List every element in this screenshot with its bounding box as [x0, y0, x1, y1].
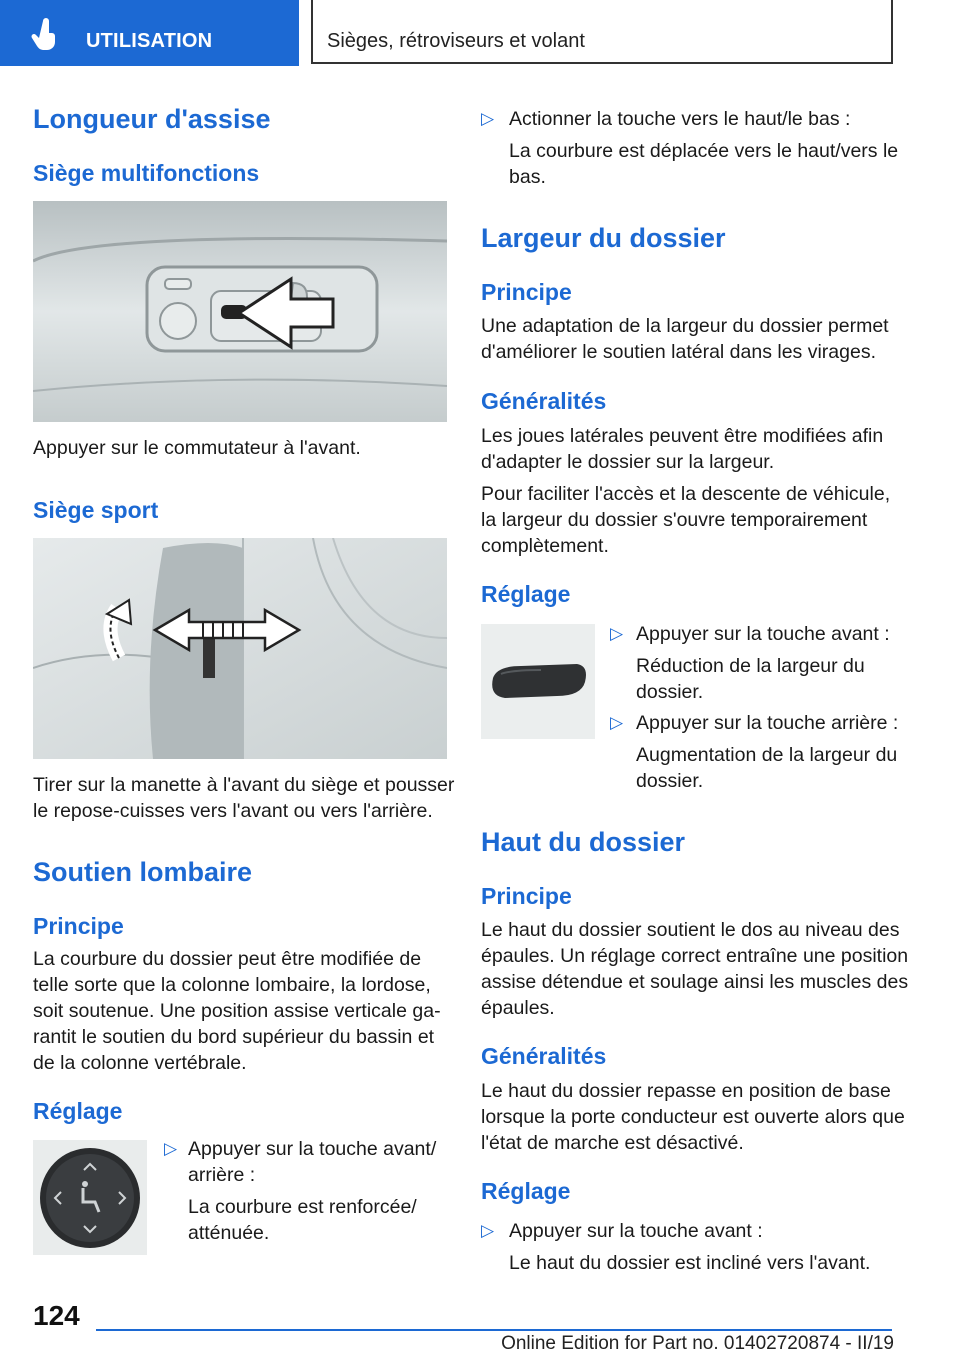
top-general-line1: Le haut du dossier repasse en position de base	[481, 1080, 891, 1102]
lumbar-bullet-line2: arrière :	[188, 1164, 256, 1186]
title-backrest-top: Haut du dossier	[481, 827, 686, 857]
edition-footer: Online Edition for Part no. 01402720874 - II/19	[501, 1333, 894, 1354]
bullet-triangle-icon: ▷	[481, 109, 495, 128]
width-bullet1: Appuyer sur la touche avant :	[636, 623, 890, 645]
subtitle-top-adjustment: Réglage	[481, 1178, 571, 1204]
subtitle-width-general: Généralités	[481, 388, 607, 414]
width-bullet2: Appuyer sur la touche arrière :	[636, 712, 899, 734]
caption-sport-seat-line2: le repose-cuisses vers l'avant ou vers l'arrière.	[33, 800, 433, 822]
photo-width-button	[481, 624, 595, 739]
hand-pointer-icon	[30, 18, 64, 52]
top-general-line3: l'état de marche est désactivé.	[481, 1132, 744, 1154]
width-general-line1: Les joues latérales peuvent être modifiées afin	[481, 425, 884, 447]
top-principle-line4: épaules.	[481, 997, 555, 1019]
width-bullet2-result-line2: dossier.	[636, 770, 704, 792]
lumbar-result-line2: atténuée.	[188, 1222, 270, 1244]
top-bullet1: Appuyer sur la touche avant :	[509, 1220, 763, 1242]
photo-multifunction-seat-switch	[33, 201, 447, 422]
top-principle-line2: épaules. Un réglage correct entraîne une position	[481, 945, 909, 967]
caption-multifunction-seat: Appuyer sur le commutateur à l'avant.	[33, 437, 361, 459]
top-general-line2: lorsque la porte conducteur est ouverte alors que	[481, 1106, 905, 1128]
lumbar-principle-line3: soit soutenue. Une position assise verticale ga‐	[33, 1000, 441, 1022]
title-seat-length: Longueur d'assise	[33, 104, 271, 134]
subtitle-lumbar-principle: Principe	[33, 913, 124, 939]
top-principle-line3: assise détendue et soulage ainsi les muscles des	[481, 971, 909, 993]
subtitle-sport-seat: Siège sport	[33, 497, 159, 523]
section-label: UTILISATION	[86, 30, 213, 52]
width-general-line5: complètement.	[481, 535, 609, 557]
title-backrest-width: Largeur du dossier	[481, 223, 726, 253]
lumbar-result-line1: La courbure est renforcée/	[188, 1196, 417, 1218]
curvature-bullet: Actionner la touche vers le haut/le bas :	[509, 108, 851, 130]
section-tab[interactable]	[0, 0, 299, 66]
width-general-line3: Pour faciliter l'accès et la descente de véhicule,	[481, 483, 891, 505]
width-principle-line1: Une adaptation de la largeur du dossier permet	[481, 315, 889, 337]
bullet-triangle-icon: ▷	[164, 1139, 178, 1158]
width-general-line2: d'adapter le dossier sur la largeur.	[481, 451, 775, 473]
subtitle-top-principle: Principe	[481, 883, 572, 909]
caption-sport-seat-line1: Tirer sur la manette à l'avant du siège et pousser	[33, 774, 455, 796]
width-bullet1-result-line1: Réduction de la largeur du	[636, 655, 865, 677]
title-lumbar-support: Soutien lombaire	[33, 857, 253, 887]
footer-divider	[96, 1329, 892, 1331]
lumbar-principle-line1: La courbure du dossier peut être modifiée de	[33, 948, 422, 970]
subtitle-lumbar-adjustment: Réglage	[33, 1098, 123, 1124]
curvature-result-line2: bas.	[509, 166, 546, 188]
subtitle-multifunction-seat: Siège multifonctions	[33, 160, 260, 186]
curvature-result-line1: La courbure est déplacée vers le haut/vers le	[509, 140, 899, 162]
chapter-header	[311, 0, 893, 64]
width-bullet1-result-line2: dossier.	[636, 681, 704, 703]
lumbar-principle-line5: de la colonne vertébrale.	[33, 1052, 247, 1074]
photo-sport-seat-handle	[33, 538, 447, 759]
bullet-triangle-icon: ▷	[610, 624, 624, 643]
bullet-triangle-icon: ▷	[610, 713, 624, 732]
lumbar-principle-line4: rantit le soutien du bord supérieur du bassin et	[33, 1026, 435, 1048]
width-general-line4: la largeur du dossier s'ouvre temporairement	[481, 509, 868, 531]
top-principle-line1: Le haut du dossier soutient le dos au niveau des	[481, 919, 900, 941]
lumbar-bullet-line1: Appuyer sur la touche avant/	[188, 1138, 437, 1160]
chapter-label: Sièges, rétroviseurs et volant	[327, 30, 585, 52]
width-principle-line2: d'améliorer le soutien latéral dans les virages.	[481, 341, 877, 363]
subtitle-width-principle: Principe	[481, 279, 572, 305]
page-number: 124	[33, 1300, 80, 1331]
width-bullet2-result-line1: Augmentation de la largeur du	[636, 744, 898, 766]
lumbar-principle-line2: telle sorte que la colonne lombaire, la lordose,	[33, 974, 431, 996]
subtitle-width-adjustment: Réglage	[481, 581, 571, 607]
photo-lumbar-control-knob	[33, 1140, 147, 1255]
bullet-triangle-icon: ▷	[481, 1221, 495, 1240]
top-bullet1-result: Le haut du dossier est incliné vers l'avant.	[509, 1252, 871, 1274]
subtitle-top-general: Généralités	[481, 1043, 607, 1069]
